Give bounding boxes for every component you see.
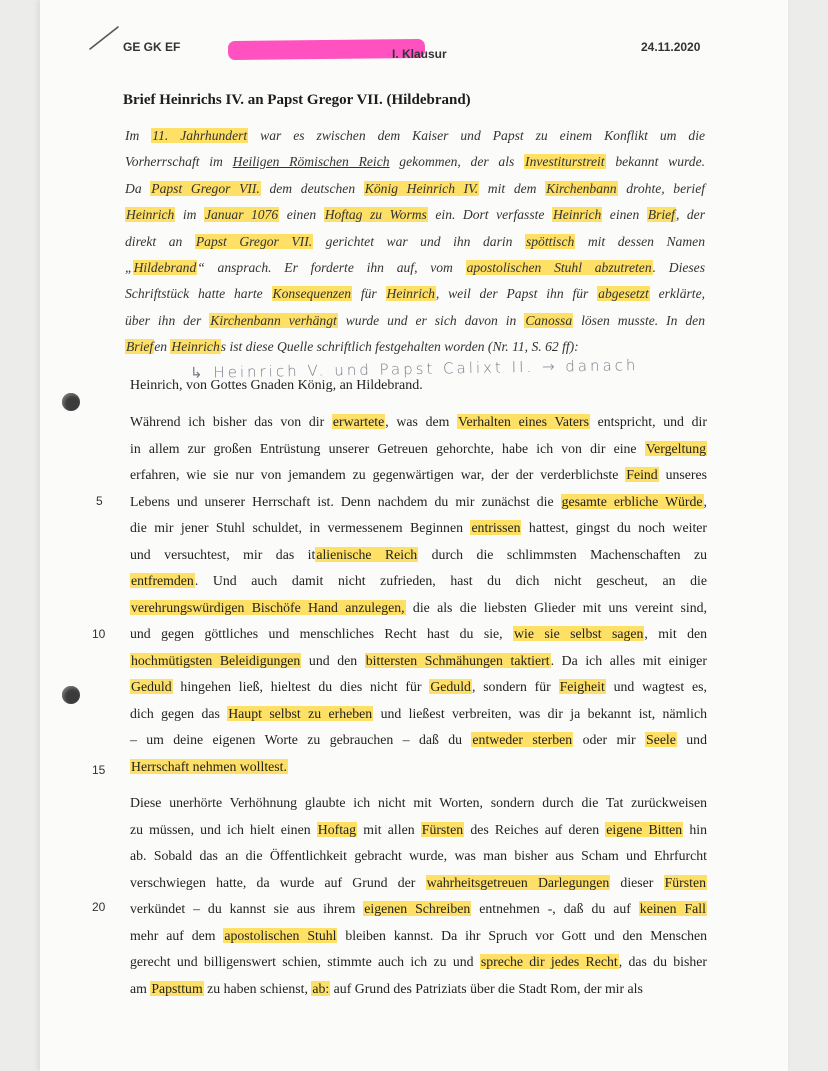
punch-hole-top (62, 393, 80, 411)
text-line: erfahren, wie sie nur von jemandem zu gegenwärtigen war, der der verderblichste Feind unseres (130, 467, 708, 482)
text-line: Lebens und unserer Herrschaft ist. Denn nachdem du mir zunächst die gesamte erbliche Würde, (130, 493, 707, 509)
text-line: hochmütigsten Beleidigungen und den bittersten Schmähungen taktiert. Da ich alles mit einiger (131, 652, 708, 668)
course-label: GE GK EF (123, 40, 181, 54)
text-line: entfremden. Und auch damit nicht zufrieden, hast du dich nicht gescheut, an die (131, 573, 707, 588)
exam-label: I. Klausur (392, 47, 447, 61)
intro-line: „Hildebrand“ ansprach. Er forderte ihn auf, vom apostolischen Stuhl abzutreten. Dieses (125, 260, 705, 276)
text-line: mehr auf dem apostolischen Stuhl bleiben kannst. Da ihr Spruch vor Gott und den Menschen (130, 927, 708, 943)
line-number-15: 15 (92, 763, 106, 777)
text-line: zu müssen, und ich hielt einen Hoftag mit allen Fürsten des Reiches auf deren eigene Bitten hin (130, 821, 707, 837)
text-line: dich gegen das Haupt selbst zu erheben und ließest verbreiten, was dir ja bekannt ist, nämlich (130, 705, 707, 721)
text-line: Während ich bisher das von dir erwartete, was dem Verhalten eines Vaters entspricht, und dir (130, 414, 707, 429)
intro-text (125, 123, 705, 361)
line-number-10: 10 (92, 627, 106, 641)
text-line: ab. Sobald das an die Öffentlichkeit gebracht wurde, was man bisher aus Scham und Ehrfurcht (130, 848, 707, 863)
intro-line: Briefen Heinrichs ist diese Quelle schriftlich festgehalten worden (Nr. 11, S. 62 ff): (126, 339, 579, 355)
intro-line: Schriftstück hatte harte Konsequenzen für Heinrich, weil der Papst ihn für abgesetzt erklärte, (125, 286, 705, 302)
worksheet-page (40, 0, 788, 1071)
document-title: Brief Heinrichs IV. an Papst Gregor VII. (Hildebrand) (123, 92, 471, 108)
text-line: verehrungswürdigen Bischöfe Hand anzulegen, die als die liebsten Glieder mit uns vereint sind, (131, 599, 707, 615)
text-line: die mir jener Stuhl schuldet, in vermessenem Beginnen entrissen hattest, gingst du noch weiter (130, 520, 708, 535)
intro-line: Vorherrschaft im Heiligen Römischen Reich gekommen, der als Investiturstreit bekannt wurde. (125, 154, 706, 170)
paragraph-2 (130, 790, 707, 1002)
pen-stroke-mark (88, 25, 120, 51)
intro-line: Da Papst Gregor VII. dem deutschen König Heinrich IV. mit dem Kirchenbann drohte, berief (125, 180, 706, 196)
line-number-5: 5 (96, 494, 103, 508)
intro-line: Heinrich im Januar 1076 einen Hoftag zu Worms ein. Dort verfasste Heinrich einen Brief, der (126, 207, 705, 223)
intro-line: direkt an Papst Gregor VII. gerichtet war und ihn darin spöttisch mit dessen Namen (125, 233, 705, 249)
line-number-20: 20 (92, 900, 106, 914)
text-line: Diese unerhörte Verhöhnung glaubte ich nicht mit Worten, sondern durch die Tat zurückweisen (130, 795, 707, 810)
intro-line: über ihn der Kirchenbann verhängt wurde und er sich davon in Canossa lösen musste. In den (125, 312, 705, 328)
text-line: Geduld hingehen ließ, hieltest du dies nicht für Geduld, sondern für Feigheit und wagtest es, (131, 679, 707, 694)
text-line: gerecht und billigenswert schien, stimmte auch ich zu und spreche dir jedes Recht, das du bisher (130, 954, 707, 969)
text-line: – um deine eigenen Worte zu gebrauchen – daß du entweder sterben oder mir Seele und (130, 732, 707, 747)
text-line: und gegen göttliches und menschliches Recht hast du sie, wie sie selbst sagen, mit den (130, 626, 707, 641)
paragraph-1 (130, 409, 707, 780)
text-line: verkündet – du kannst sie aus ihrem eigenen Schreiben entnehmen -, daß du auf keinen Fall (130, 901, 706, 916)
punch-hole-bottom (62, 686, 80, 704)
exam-date: 24.11.2020 (641, 40, 701, 54)
text-line: Herrschaft nehmen wolltest. (131, 758, 287, 774)
letter-salutation: Heinrich, von Gottes Gnaden König, an Hildebrand. (130, 378, 423, 393)
text-line: in allem zur großen Entrüstung unserer Getreuen gehorchte, habe ich von dir eine Vergeltung (130, 440, 706, 456)
handwritten-note: ↳ Heinrich V. und Papst Calixt II. → danach (189, 356, 639, 382)
text-line: am Papsttum zu haben schienst, ab: auf Grund des Patriziats über die Stadt Rom, der mir als (130, 980, 643, 996)
intro-line: Im 11. Jahrhundert war es zwischen dem Kaiser und Papst zu einem Konflikt um die (125, 128, 706, 143)
text-line: verschwiegen hatte, da wurde auf Grund der wahrheitsgetreuen Darlegungen dieser Fürsten (130, 874, 706, 890)
text-line: und versuchtest, mir das italienische Reich durch die schlimmsten Machenschaften zu (130, 546, 707, 562)
